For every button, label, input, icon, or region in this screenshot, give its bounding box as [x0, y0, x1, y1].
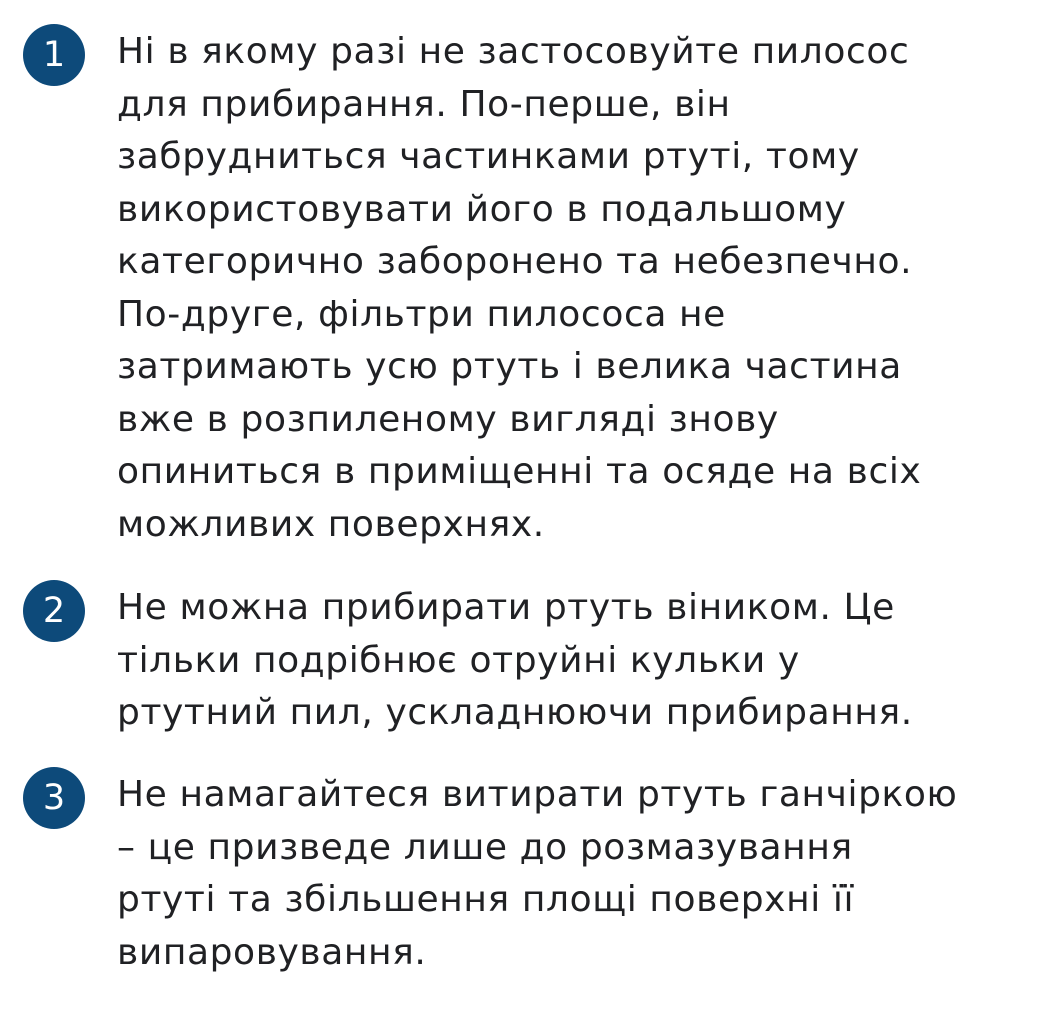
list-item-text-1: Ні в якому разі не застосовуйте пилосос для прибирання. По-перше, він забрудниться частинками ртуті, тому використовувати його в подальшому категорично заборонено та небезпечно. По-друге, фільтри пилососа не затримають усю ртуть і велика частина вже в розпиленому вигляді знову опиниться в приміщенні та осяде на всіх можливих поверхнях. — [117, 31, 922, 545]
number-badge-1: 1 — [23, 24, 85, 86]
number-badge-2: 2 — [23, 580, 85, 642]
list-item-text-3: Не намагайтеся витирати ртуть ганчіркою – це призведе лише до розмазування ртуті та збільшення площі поверхні її випаровування. — [117, 774, 958, 973]
list-item-text-2: Не можна прибирати ртуть віником. Це тільки подрібнює отруйні кульки у ртутний пил, ускладнюючи прибирання. — [117, 587, 913, 733]
number-badge-3: 3 — [23, 767, 85, 829]
